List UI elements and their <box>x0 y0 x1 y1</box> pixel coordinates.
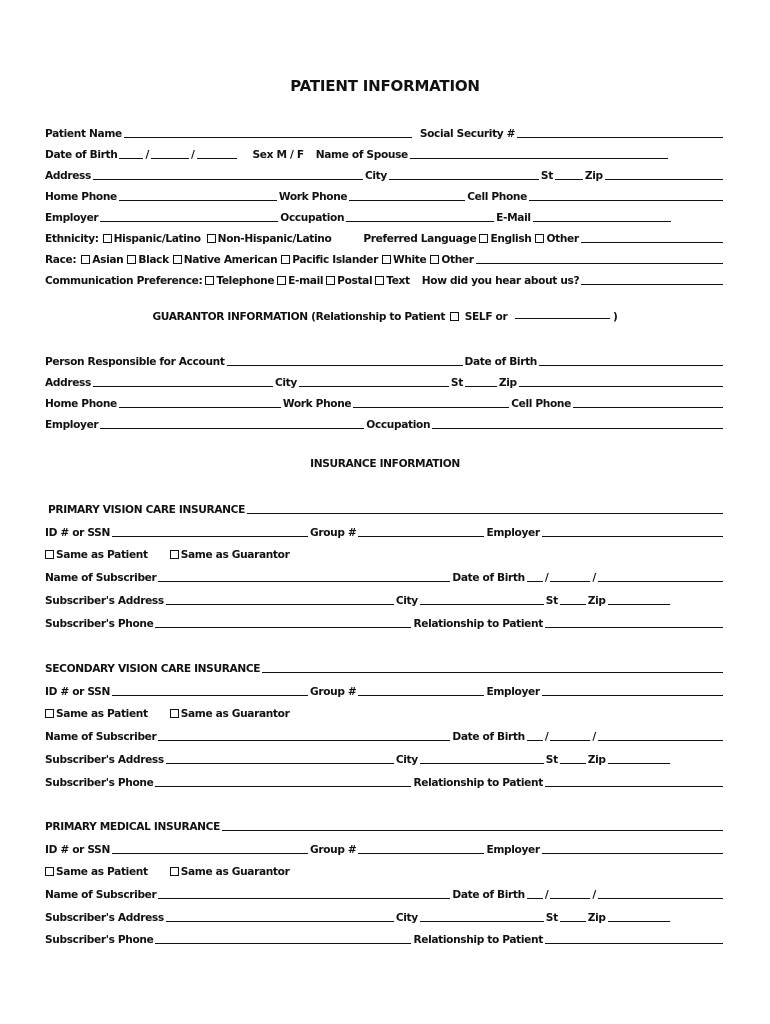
subscriber-city-field[interactable] <box>420 603 544 605</box>
subscriber-address-label: Subscriber's Address <box>45 595 164 607</box>
insurance-title: PRIMARY MEDICAL INSURANCE <box>45 821 220 833</box>
guarantor-employer-label: Employer <box>45 419 99 431</box>
insurance-subscriber-row: Name of Subscriber Date of Birth / / <box>45 885 725 901</box>
same-as-patient-label: Same as Patient <box>56 549 148 561</box>
subscriber-address-label: Subscriber's Address <box>45 912 164 924</box>
language-other-checkbox[interactable] <box>535 234 544 243</box>
guarantor-address-row <box>45 373 725 389</box>
employer-field[interactable] <box>100 220 278 222</box>
occupation-label: Occupation <box>280 212 345 224</box>
subscriber-name-label: Name of Subscriber <box>45 889 157 901</box>
insurance-group-field[interactable] <box>358 694 484 696</box>
insurance-title: PRIMARY VISION CARE INSURANCE <box>48 504 245 516</box>
race-white-checkbox[interactable] <box>382 255 391 264</box>
subscriber-address-field[interactable] <box>166 762 394 764</box>
same-as-patient-checkbox[interactable] <box>45 550 54 559</box>
subscriber-name-label: Name of Subscriber <box>45 572 157 584</box>
insurance-company-field[interactable] <box>222 829 723 831</box>
subscriber-dob-label: Date of Birth <box>452 731 525 743</box>
relationship-field[interactable] <box>545 626 723 628</box>
race-row <box>45 250 725 266</box>
city-field[interactable] <box>389 178 539 180</box>
subscriber-dob-month-field[interactable] <box>527 580 543 582</box>
insurance-group-field[interactable] <box>358 535 484 537</box>
insurance-company-field[interactable] <box>262 671 723 673</box>
insurance-id-row <box>45 682 725 698</box>
city-label: City <box>364 170 387 182</box>
insurance-same-as-row <box>45 704 725 720</box>
sex-label: Sex M / F <box>252 149 304 161</box>
comm-text-label: Text <box>386 275 410 287</box>
occupation-field[interactable] <box>346 220 494 222</box>
insurance-phone-row <box>45 773 725 789</box>
ssn-field[interactable] <box>517 136 723 138</box>
subscriber-dob-label: Date of Birth <box>452 889 525 901</box>
subscriber-state-label: St <box>545 595 558 607</box>
cell-phone-label: Cell Phone <box>467 191 527 203</box>
subscriber-city-label: City <box>395 912 418 924</box>
address-label: Address <box>45 170 91 182</box>
ethnicity-non-hispanic-checkbox[interactable] <box>207 234 216 243</box>
dob-year-field[interactable] <box>197 157 237 159</box>
language-other-label: Other <box>546 233 579 245</box>
comm-text-checkbox[interactable] <box>375 276 384 285</box>
guarantor-home-phone-field[interactable] <box>119 406 281 408</box>
subscriber-address-label: Subscriber's Address <box>45 754 164 766</box>
subscriber-dob-day-field[interactable] <box>550 739 590 741</box>
insurance-employer-field[interactable] <box>542 535 723 537</box>
subscriber-dob-year-field[interactable] <box>598 580 723 582</box>
insurance-phone-row <box>45 930 725 946</box>
guarantor-work-phone-field[interactable] <box>353 406 509 408</box>
insurance-address-row <box>45 908 725 924</box>
race-white-label: White <box>393 254 427 266</box>
subscriber-dob-day-field[interactable] <box>550 580 590 582</box>
race-other-label: Other <box>441 254 474 266</box>
insurance-employer-label: Employer <box>486 844 540 856</box>
ethnicity-non-hispanic-label: Non-Hispanic/Latino <box>217 233 332 245</box>
comm-telephone-label: Telephone <box>216 275 275 287</box>
guarantor-dob-label: Date of Birth <box>464 356 537 368</box>
subscriber-state-label: St <box>545 912 558 924</box>
employer-label: Employer <box>45 212 99 224</box>
subscriber-phone-label: Subscriber's Phone <box>45 934 154 946</box>
subscriber-dob-year-field[interactable] <box>598 739 723 741</box>
insurance-section-title <box>48 500 725 516</box>
insurance-group-label: Group # <box>309 686 357 698</box>
same-as-patient-checkbox[interactable] <box>45 867 54 876</box>
guarantor-occupation-label: Occupation <box>366 419 431 431</box>
insurance-employer-label: Employer <box>486 527 540 539</box>
same-as-patient-label: Same as Patient <box>56 708 148 720</box>
insurance-section-title <box>45 817 725 833</box>
guarantor-cell-phone-field[interactable] <box>573 406 723 408</box>
race-other-checkbox[interactable] <box>430 255 439 264</box>
subscriber-phone-field[interactable] <box>155 626 411 628</box>
guarantor-occupation-field[interactable] <box>432 427 723 429</box>
same-as-guarantor-label: Same as Guarantor <box>180 866 290 878</box>
subscriber-zip-label: Zip <box>587 595 606 607</box>
ethnicity-label: Ethnicity: <box>45 233 99 245</box>
email-field[interactable] <box>533 220 671 222</box>
dob-sex-spouse-row: Date of Birth / / Sex M / F Name of Spouse <box>45 145 725 161</box>
hear-about-label: How did you hear about us? <box>421 275 580 287</box>
subscriber-name-field[interactable] <box>158 580 450 582</box>
dob-day-field[interactable] <box>151 157 189 159</box>
language-english-label: English <box>490 233 532 245</box>
communication-row <box>45 271 725 287</box>
insurance-id-row <box>45 523 725 539</box>
insurance-subscriber-row: Name of Subscriber Date of Birth / / <box>45 568 725 584</box>
insurance-section-title <box>45 659 725 675</box>
insurance-same-as-row <box>45 545 725 561</box>
guarantor-heading-self: SELF or <box>464 311 508 323</box>
subscriber-state-field[interactable] <box>560 603 586 605</box>
insurance-id-label: ID # or SSN <box>45 527 110 539</box>
race-pacific-islander-checkbox[interactable] <box>281 255 290 264</box>
state-label: St <box>540 170 553 182</box>
language-other-field[interactable] <box>581 241 723 243</box>
insurance-employer-field[interactable] <box>542 694 723 696</box>
race-black-label: Black <box>138 254 169 266</box>
guarantor-city-field[interactable] <box>299 385 449 387</box>
guarantor-city-label: City <box>274 377 297 389</box>
comm-postal-checkbox[interactable] <box>326 276 335 285</box>
ssn-label: Social Security # <box>419 128 516 140</box>
insurance-id-field[interactable] <box>112 535 308 537</box>
insurance-employer-label: Employer <box>486 686 540 698</box>
guarantor-address-label: Address <box>45 377 91 389</box>
home-phone-label: Home Phone <box>45 191 117 203</box>
guarantor-state-field[interactable] <box>465 385 497 387</box>
subscriber-dob-year-field[interactable] <box>598 897 723 899</box>
guarantor-home-phone-label: Home Phone <box>45 398 117 410</box>
language-label: Preferred Language <box>363 233 477 245</box>
insurance-id-row <box>45 840 725 856</box>
subscriber-phone-label: Subscriber's Phone <box>45 618 154 630</box>
patient-address-row <box>45 166 725 182</box>
patient-name-field[interactable] <box>124 136 412 138</box>
relationship-label: Relationship to Patient <box>413 777 543 789</box>
spouse-field[interactable] <box>410 157 668 159</box>
comm-email-label: E-mail <box>288 275 324 287</box>
work-phone-field[interactable] <box>349 199 465 201</box>
patient-phone-row <box>45 187 725 203</box>
guarantor-person-row <box>45 352 725 368</box>
same-as-patient-checkbox[interactable] <box>45 709 54 718</box>
same-as-patient-label: Same as Patient <box>56 866 148 878</box>
insurance-group-label: Group # <box>309 844 357 856</box>
subscriber-city-field[interactable] <box>420 762 544 764</box>
race-pacific-islander-label: Pacific Islander <box>292 254 378 266</box>
guarantor-cell-phone-label: Cell Phone <box>511 398 571 410</box>
communication-label: Communication Preference: <box>45 275 203 287</box>
ethnicity-language-row <box>45 229 725 245</box>
insurance-heading: INSURANCE INFORMATION <box>310 458 460 470</box>
guarantor-person-label: Person Responsible for Account <box>45 356 225 368</box>
guarantor-state-label: St <box>450 377 463 389</box>
subscriber-phone-label: Subscriber's Phone <box>45 777 154 789</box>
guarantor-zip-label: Zip <box>498 377 517 389</box>
subscriber-name-label: Name of Subscriber <box>45 731 157 743</box>
insurance-id-field[interactable] <box>112 852 308 854</box>
address-field[interactable] <box>93 178 363 180</box>
insurance-subscriber-row: Name of Subscriber Date of Birth / / <box>45 727 725 743</box>
subscriber-city-field[interactable] <box>420 920 544 922</box>
guarantor-heading <box>0 311 770 327</box>
subscriber-phone-field[interactable] <box>155 785 411 787</box>
subscriber-name-field[interactable] <box>158 897 450 899</box>
insurance-id-field[interactable] <box>112 694 308 696</box>
race-label: Race: <box>45 254 77 266</box>
subscriber-zip-field[interactable] <box>608 603 670 605</box>
comm-postal-label: Postal <box>337 275 373 287</box>
guarantor-heading-suffix: ) <box>613 311 618 323</box>
form-title: PATIENT INFORMATION <box>290 77 480 95</box>
guarantor-relationship-field[interactable] <box>515 317 610 319</box>
zip-label: Zip <box>584 170 603 182</box>
subscriber-address-field[interactable] <box>166 603 394 605</box>
insurance-group-label: Group # <box>309 527 357 539</box>
dob-label: Date of Birth <box>45 149 118 161</box>
dob-month-field[interactable] <box>119 157 143 159</box>
subscriber-city-label: City <box>395 595 418 607</box>
guarantor-self-checkbox[interactable] <box>450 312 459 321</box>
guarantor-heading-prefix: GUARANTOR INFORMATION (Relationship to Patient <box>152 311 446 323</box>
insurance-address-row <box>45 591 725 607</box>
subscriber-zip-label: Zip <box>587 912 606 924</box>
ethnicity-hispanic-label: Hispanic/Latino <box>113 233 201 245</box>
insurance-id-label: ID # or SSN <box>45 686 110 698</box>
subscriber-dob-month-field[interactable] <box>527 739 543 741</box>
relationship-field[interactable] <box>545 785 723 787</box>
insurance-address-row <box>45 750 725 766</box>
home-phone-field[interactable] <box>119 199 277 201</box>
subscriber-city-label: City <box>395 754 418 766</box>
subscriber-state-field[interactable] <box>560 920 586 922</box>
insurance-employer-field[interactable] <box>542 852 723 854</box>
race-asian-checkbox[interactable] <box>81 255 90 264</box>
ethnicity-hispanic-checkbox[interactable] <box>103 234 112 243</box>
patient-employer-row <box>45 208 725 224</box>
relationship-field[interactable] <box>545 942 723 944</box>
guarantor-work-phone-label: Work Phone <box>282 398 352 410</box>
same-as-guarantor-checkbox[interactable] <box>170 709 179 718</box>
subscriber-zip-field[interactable] <box>608 762 670 764</box>
subscriber-name-field[interactable] <box>158 739 450 741</box>
relationship-label: Relationship to Patient <box>413 618 543 630</box>
subscriber-phone-field[interactable] <box>155 942 411 944</box>
guarantor-person-field[interactable] <box>227 364 463 366</box>
race-asian-label: Asian <box>92 254 124 266</box>
spouse-label: Name of Spouse <box>315 149 408 161</box>
comm-email-checkbox[interactable] <box>277 276 286 285</box>
race-native-american-checkbox[interactable] <box>173 255 182 264</box>
same-as-guarantor-checkbox[interactable] <box>170 550 179 559</box>
work-phone-label: Work Phone <box>278 191 348 203</box>
patient-name-label: Patient Name <box>45 128 122 140</box>
same-as-guarantor-label: Same as Guarantor <box>180 708 290 720</box>
subscriber-dob-label: Date of Birth <box>452 572 525 584</box>
subscriber-zip-label: Zip <box>587 754 606 766</box>
subscriber-zip-field[interactable] <box>608 920 670 922</box>
subscriber-state-field[interactable] <box>560 762 586 764</box>
race-native-american-label: Native American <box>183 254 278 266</box>
subscriber-state-label: St <box>545 754 558 766</box>
hear-about-field[interactable] <box>581 283 723 285</box>
guarantor-zip-field[interactable] <box>519 385 723 387</box>
insurance-phone-row <box>45 614 725 630</box>
insurance-id-label: ID # or SSN <box>45 844 110 856</box>
cell-phone-field[interactable] <box>529 199 723 201</box>
insurance-same-as-row <box>45 862 725 878</box>
insurance-group-field[interactable] <box>358 852 484 854</box>
guarantor-dob-field[interactable] <box>539 364 723 366</box>
guarantor-address-field[interactable] <box>93 385 273 387</box>
subscriber-dob-month-field[interactable] <box>527 897 543 899</box>
insurance-company-field[interactable] <box>247 512 723 514</box>
relationship-label: Relationship to Patient <box>413 934 543 946</box>
patient-name-row <box>45 124 725 140</box>
email-label: E-Mail <box>496 212 531 224</box>
state-field[interactable] <box>555 178 583 180</box>
race-black-checkbox[interactable] <box>127 255 136 264</box>
same-as-guarantor-label: Same as Guarantor <box>180 549 290 561</box>
comm-telephone-checkbox[interactable] <box>205 276 214 285</box>
same-as-guarantor-checkbox[interactable] <box>170 867 179 876</box>
subscriber-dob-day-field[interactable] <box>550 897 590 899</box>
guarantor-employer-field[interactable] <box>100 427 364 429</box>
guarantor-phone-row <box>45 394 725 410</box>
zip-field[interactable] <box>605 178 723 180</box>
insurance-title: SECONDARY VISION CARE INSURANCE <box>45 663 261 675</box>
language-english-checkbox[interactable] <box>479 234 488 243</box>
subscriber-address-field[interactable] <box>166 920 394 922</box>
race-other-field[interactable] <box>476 262 723 264</box>
guarantor-employer-row <box>45 415 725 431</box>
